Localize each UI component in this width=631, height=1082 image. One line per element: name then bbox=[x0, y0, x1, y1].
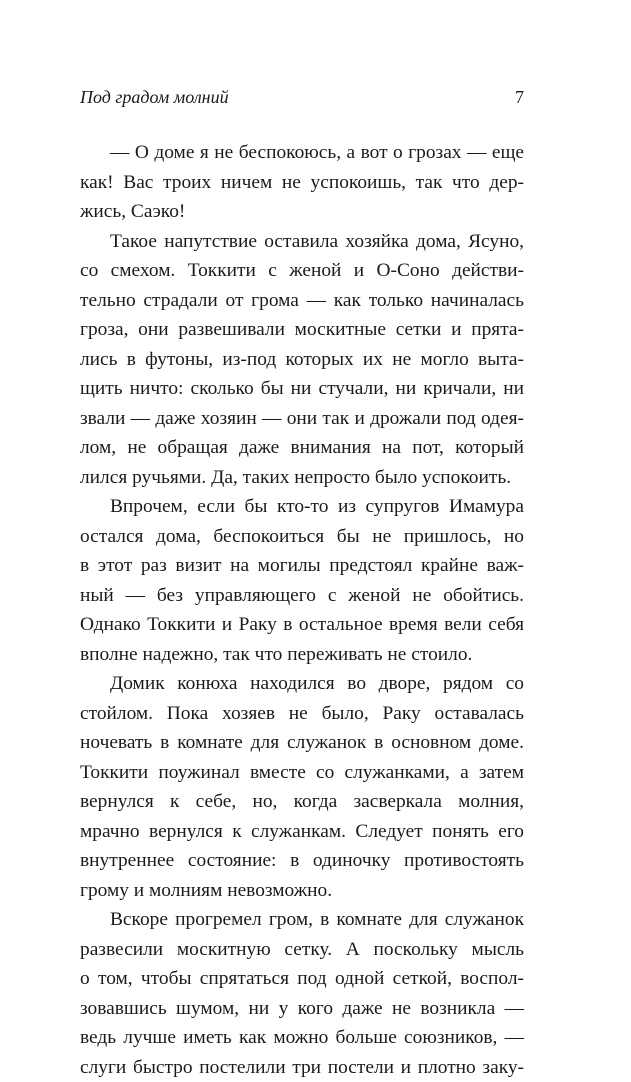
text-line: стойлом. Пока хозяев не было, Раку оставалась bbox=[80, 699, 524, 729]
text-line: — О доме я не беспокоюсь, а вот о грозах — еще bbox=[80, 138, 524, 168]
text-line: развесили москитную сетку. А поскольку мысль bbox=[80, 935, 524, 965]
text-line: лился ручьями. Да, таких непросто было успокоить. bbox=[80, 463, 524, 493]
text-line: звали — даже хозяин — они так и дрожали под одея- bbox=[80, 404, 524, 434]
text-line: Впрочем, если бы кто-то из супругов Имамура bbox=[80, 492, 524, 522]
text-line: лом, не обращая даже внимания на пот, который bbox=[80, 433, 524, 463]
paragraph bbox=[80, 492, 524, 669]
text-line: Токкити поужинал вместе со служанками, а затем bbox=[80, 758, 524, 788]
paragraph bbox=[80, 905, 524, 1082]
text-line: Однако Токкити и Раку в остальное время вели себя bbox=[80, 610, 524, 640]
text-line: мрачно вернулся к служанкам. Следует понять его bbox=[80, 817, 524, 847]
running-head: Под градом молний bbox=[80, 86, 229, 108]
text-line: лись в футоны, из-под которых их не могло выта- bbox=[80, 345, 524, 375]
text-line: гроза, они развешивали москитные сетки и прята- bbox=[80, 315, 524, 345]
text-line: о том, чтобы спрятаться под одной сеткой, воспол- bbox=[80, 964, 524, 994]
paragraph bbox=[80, 669, 524, 905]
text-line: остался дома, беспокоиться бы не пришлось, но bbox=[80, 522, 524, 552]
text-line: в этот раз визит на могилы предстоял крайне важ- bbox=[80, 551, 524, 581]
text-line: слуги быстро постелили три постели и плотно заку- bbox=[80, 1053, 524, 1082]
text-line: вполне надежно, так что переживать не стоило. bbox=[80, 640, 524, 670]
text-line: как! Вас троих ничем не успокоишь, так что дер- bbox=[80, 168, 524, 198]
text-line: ночевать в комнате для служанок в основном доме. bbox=[80, 728, 524, 758]
text-line: внутреннее состояние: в одиночку противостоять bbox=[80, 846, 524, 876]
body-text bbox=[80, 138, 524, 1082]
paragraph bbox=[80, 138, 524, 227]
text-line: ведь лучше иметь как можно больше союзников, — bbox=[80, 1023, 524, 1053]
page-number: 7 bbox=[515, 86, 524, 108]
text-line: тельно страдали от грома — как только начиналась bbox=[80, 286, 524, 316]
text-line: Домик конюха находился во дворе, рядом со bbox=[80, 669, 524, 699]
text-line: щить ничто: сколько бы ни стучали, ни кричали, ни bbox=[80, 374, 524, 404]
text-line: зовавшись шумом, ни у кого даже не возникла — bbox=[80, 994, 524, 1024]
text-line: жись, Саэко! bbox=[80, 197, 524, 227]
paragraph bbox=[80, 227, 524, 493]
text-line: Вскоре прогремел гром, в комнате для служанок bbox=[80, 905, 524, 935]
text-line: Такое напутствие оставила хозяйка дома, Ясуно, bbox=[80, 227, 524, 257]
text-line: ный — без управляющего с женой не обойтись. bbox=[80, 581, 524, 611]
text-line: грому и молниям невозможно. bbox=[80, 876, 524, 906]
text-line: со смехом. Токкити с женой и О-Соно действи- bbox=[80, 256, 524, 286]
text-line: вернулся к себе, но, когда засверкала молния, bbox=[80, 787, 524, 817]
